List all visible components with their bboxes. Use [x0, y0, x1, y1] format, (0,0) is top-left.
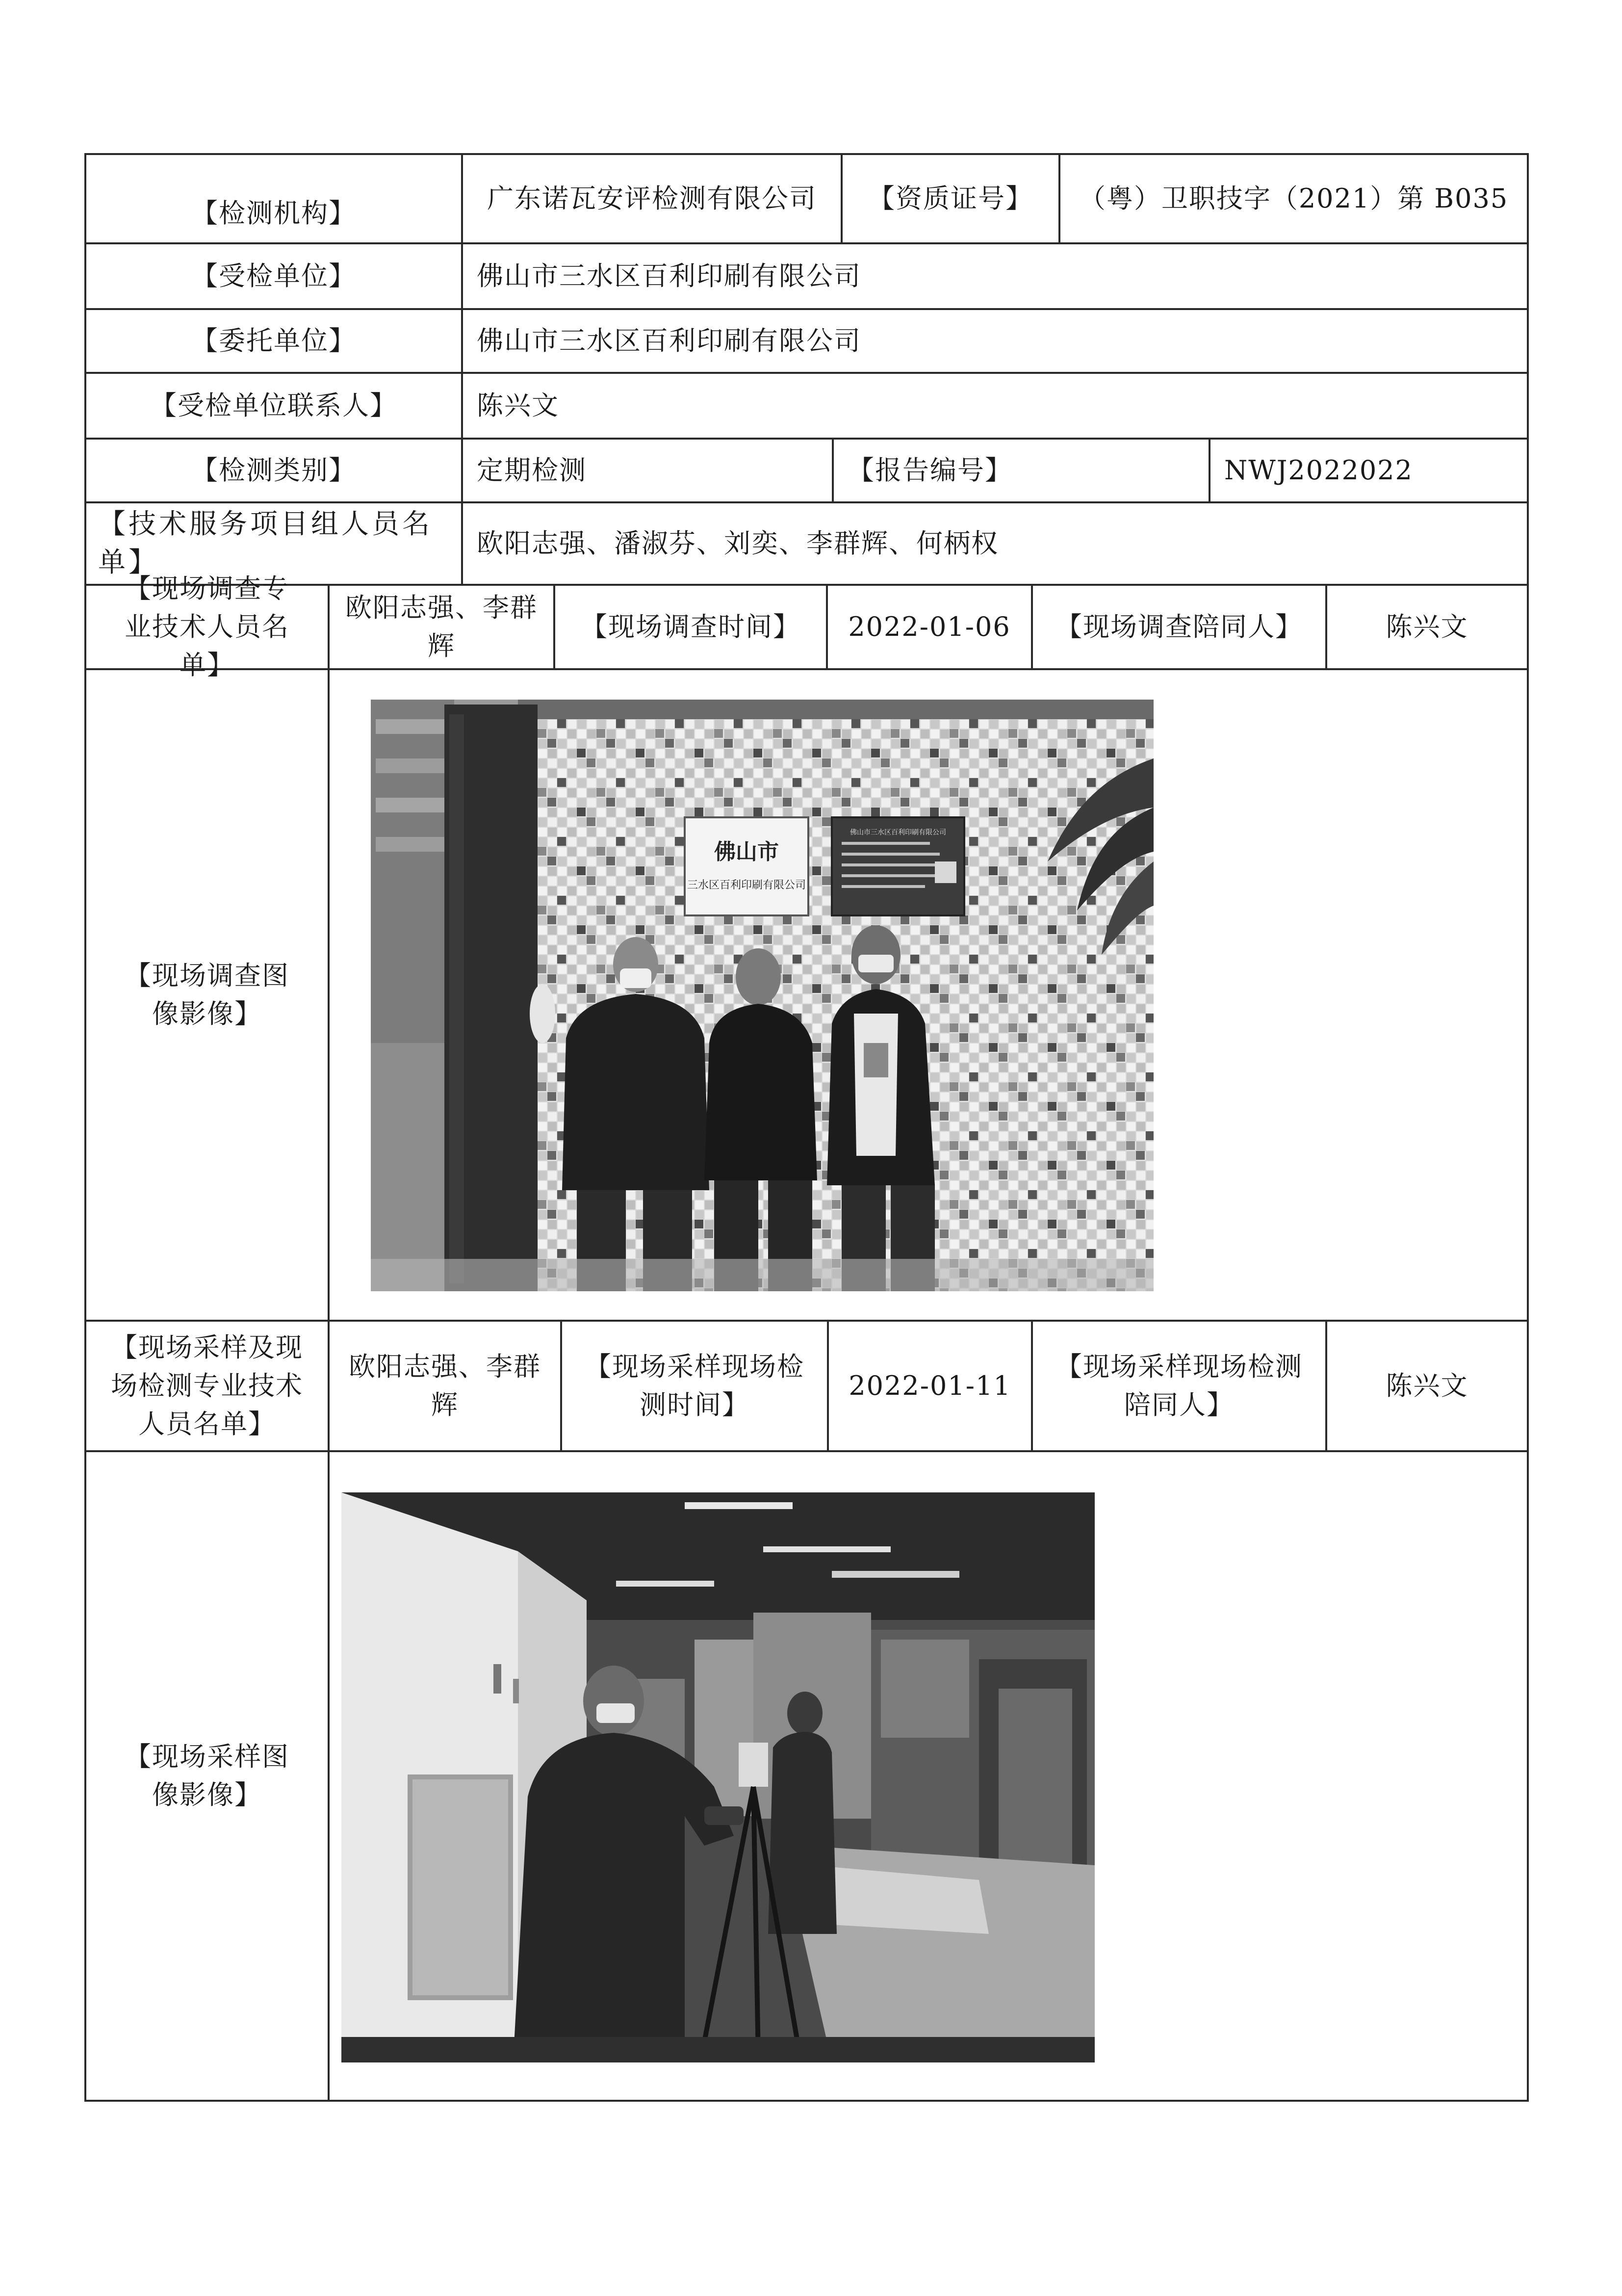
- institution-value: 广东诺瓦安评检测有限公司: [461, 155, 841, 242]
- row-inspection-type: [84, 440, 1529, 503]
- certificate-label: 【资质证号】: [841, 155, 1058, 242]
- row-client-unit: [84, 310, 1529, 374]
- survey-companion-value: 陈兴文: [1325, 586, 1527, 668]
- survey-companion-label: 【现场调查陪同人】: [1031, 586, 1325, 668]
- sampling-time-value: 2022-01-11: [827, 1322, 1031, 1450]
- row-survey: [84, 573, 1529, 680]
- sampling-companion-label: 【现场采样现场检测陪同人】: [1031, 1322, 1325, 1450]
- report-number-label: 【报告编号】: [832, 440, 1209, 501]
- sign-right-title: 佛山市三水区百利印刷有限公司: [850, 829, 946, 836]
- row-institution: [84, 153, 1529, 244]
- certificate-value: （粤）卫职技字（2021）第 B035: [1058, 155, 1527, 242]
- row-inspected-unit: [84, 244, 1529, 310]
- sign-left-title: 佛山市: [714, 840, 779, 864]
- inspection-type-value: 定期检测: [461, 440, 832, 501]
- row-sampling: [84, 1322, 1529, 1452]
- contact-label: 【受检单位联系人】: [150, 390, 397, 421]
- inspected-unit-value: 佛山市三水区百利印刷有限公司: [461, 244, 1527, 308]
- sampling-photo-label: 【现场采样图像影像】: [125, 1741, 289, 1810]
- project-team-label: 【技术服务项目组人员名单】: [98, 508, 433, 578]
- report-number-value: NWJ2022022: [1209, 440, 1527, 501]
- survey-photo: [371, 700, 1154, 1291]
- sampling-staff-names: 欧阳志强、李群辉: [328, 1322, 560, 1450]
- survey-staff-label: 【现场调查专业技术人员名单】: [125, 573, 289, 680]
- sampling-staff-label: 【现场采样及现场检测专业技术人员名单】: [111, 1332, 303, 1439]
- client-unit-label: 【委托单位】: [191, 325, 356, 356]
- survey-time-label: 【现场调查时间】: [553, 586, 826, 668]
- project-team-value: 欧阳志强、潘淑芬、刘奕、李群辉、何柄权: [461, 503, 1527, 584]
- row-project-team: [84, 503, 1529, 586]
- contact-value: 陈兴文: [461, 374, 1527, 438]
- client-unit-value: 佛山市三水区百利印刷有限公司: [461, 310, 1527, 372]
- row-contact: [84, 374, 1529, 440]
- inspected-unit-label: 【受检单位】: [191, 261, 356, 291]
- sign-left-subtitle: 三水区百利印刷有限公司: [687, 879, 806, 891]
- sampling-photo: [341, 1492, 1095, 2062]
- inspection-type-label: 【检测类别】: [191, 455, 356, 486]
- survey-time-value: 2022-01-06: [826, 586, 1031, 668]
- sampling-time-label: 【现场采样现场检测时间】: [560, 1322, 827, 1450]
- sampling-companion-value: 陈兴文: [1325, 1322, 1527, 1450]
- institution-label: 【检测机构】: [191, 198, 356, 229]
- survey-photo-label: 【现场调查图像影像】: [125, 960, 289, 1029]
- survey-staff-names: 欧阳志强、李群辉: [328, 586, 553, 668]
